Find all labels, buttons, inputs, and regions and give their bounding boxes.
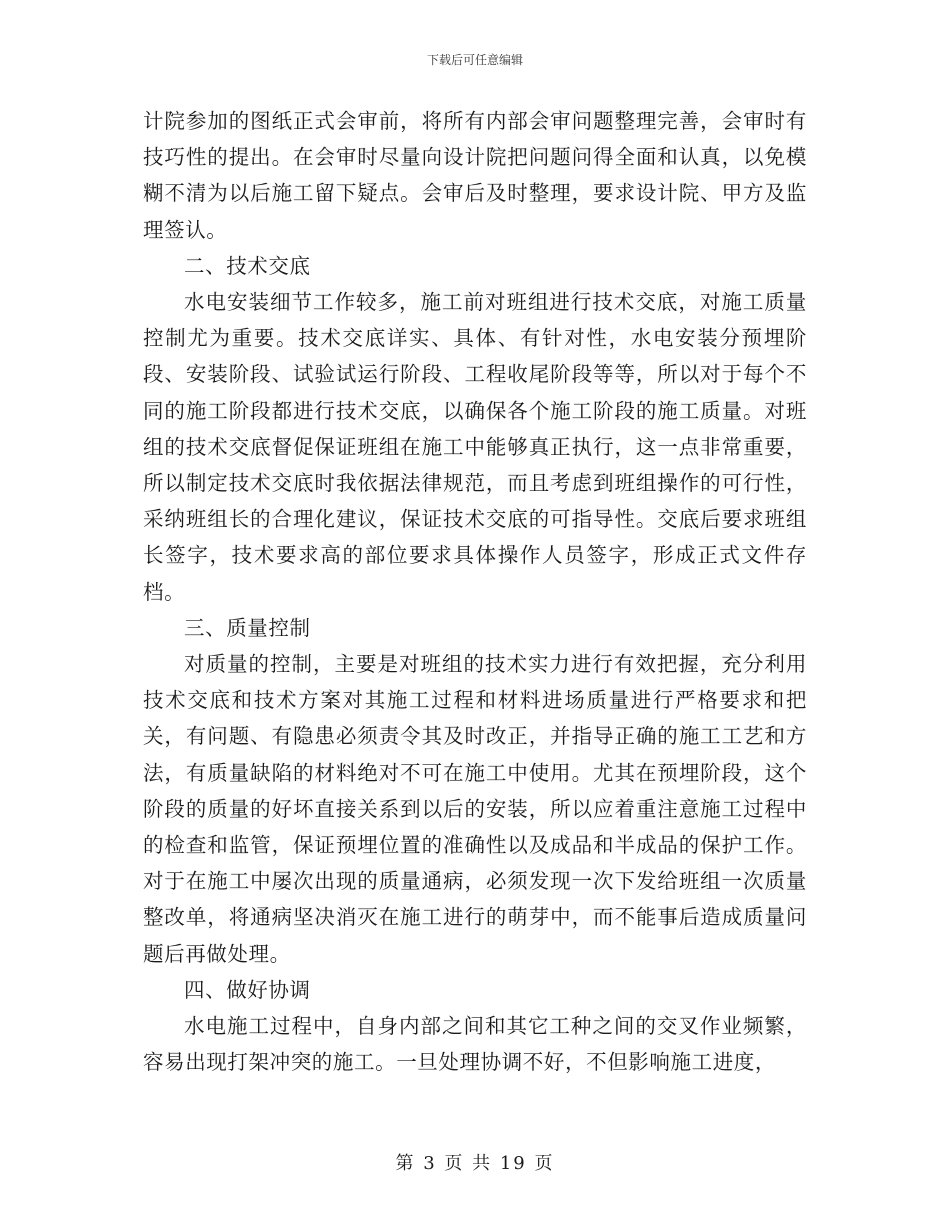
paragraph-quality-control: 对质量的控制，主要是对班组的技术实力进行有效把握，充分利用技术交底和技术方案对其施工过程和材料进场质量进行严格要求和把关，有问题、有隐患必须责令其及时改正，并指导正确的施工工艺和方法，有质量缺陷的材料绝对不可在施工中使用。尤其在预埋阶段，这个阶段的质量的好坏直接关系到以后的安装，所以应着重注意施工过程中的检查和监管，保证预埋位置的准确性以及成品和半成品的保护工作。对于在施工中屡次出现的质量通病，必须发现一次下发给班组一次质量整改单，将通病坚决消灭在施工进行的萌芽中，而不能事后造成质量问题后再做处理。	[143, 652, 807, 966]
section-heading-quality-control: 三、质量控制	[184, 615, 311, 640]
section-heading-technical-briefing: 二、技术交底	[184, 253, 311, 278]
document-body	[143, 103, 807, 1080]
paragraph-coordination: 水电施工过程中，自身内部之间和其它工种之间的交叉作业频繁，容易出现打架冲突的施工。一旦处理协调不好，不但影响施工进度，	[143, 1014, 807, 1075]
paragraph-continuation: 计院参加的图纸正式会审前，将所有内部会审问题整理完善，会审时有技巧性的提出。在会审时尽量向设计院把问题问得全面和认真，以免模糊不清为以后施工留下疑点。会审后及时整理，要求设计院、甲方及监理签认。	[143, 109, 807, 242]
page-header: 下载后可任意编辑	[426, 53, 523, 67]
section-heading-coordination: 四、做好协调	[184, 977, 311, 1002]
page-footer-page-number: 第 3 页 共 19 页	[395, 1153, 555, 1174]
paragraph-technical-briefing: 水电安装细节工作较多，施工前对班组进行技术交底，对施工质量控制尤为重要。技术交底详实、具体、有针对性，水电安装分预埋阶段、安装阶段、试验试运行阶段、工程收尾阶段等等，所以对于每个不同的施工阶段都进行技术交底，以确保各个施工阶段的施工质量。对班组的技术交底督促保证班组在施工中能够真正执行，这一点非常重要，所以制定技术交底时我依据法律规范，而且考虑到班组操作的可行性，采纳班组长的合理化建议，保证技术交底的可指导性。交底后要求班组长签字，技术要求高的部位要求具体操作人员签字，形成正式文件存档。	[143, 290, 807, 604]
